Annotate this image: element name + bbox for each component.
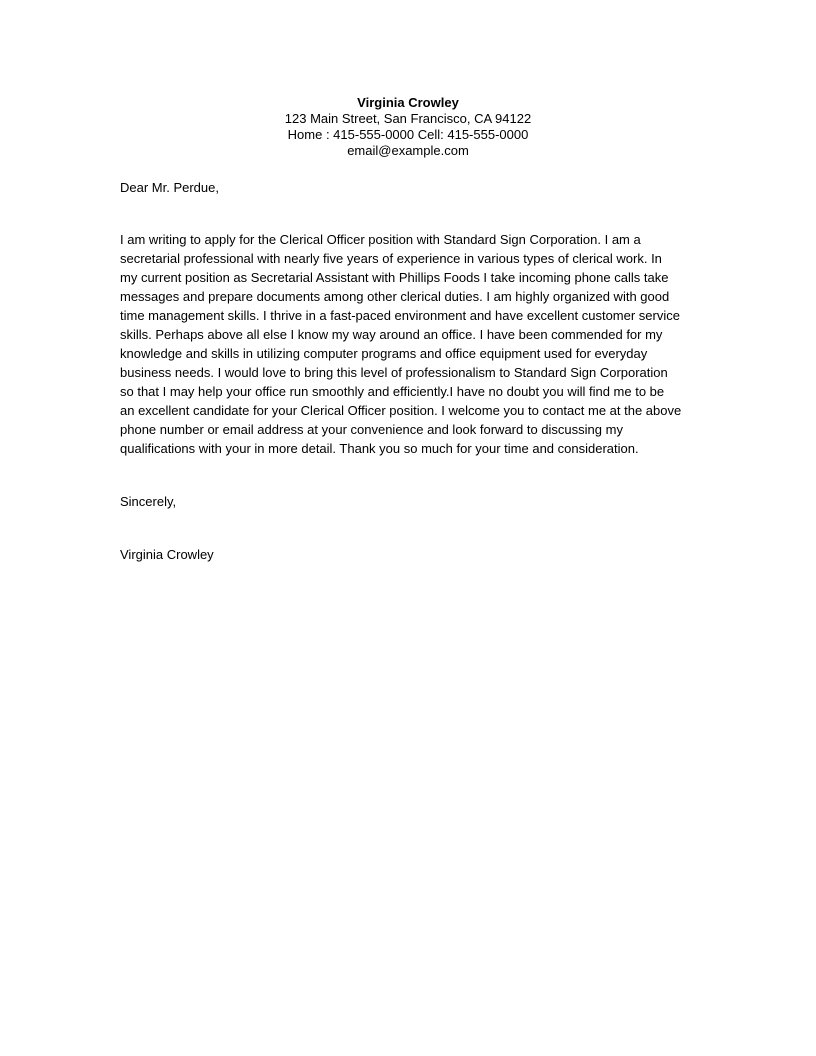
body-line: secretarial professional with nearly five years of experience in various types of clerical work. In [120, 251, 662, 266]
salutation: Dear Mr. Perdue, [120, 180, 219, 195]
body-line: I am writing to apply for the Clerical Officer position with Standard Sign Corporation. I am a [120, 232, 641, 247]
body-line: time management skills. I thrive in a fast-paced environment and have excellent customer service [120, 308, 680, 323]
body-line: skills. Perhaps above all else I know my way around an office. I have been commended for my [120, 327, 663, 342]
body-line: qualifications with your in more detail. Thank you so much for your time and consideration. [120, 441, 639, 456]
signature: Virginia Crowley [120, 547, 214, 562]
body-line: phone number or email address at your convenience and look forward to discussing my [120, 422, 623, 437]
body-line: my current position as Secretarial Assistant with Phillips Foods I take incoming phone calls take [120, 270, 669, 285]
sender-email: email@example.com [347, 143, 469, 158]
sender-name: Virginia Crowley [357, 95, 459, 110]
sender-phones: Home : 415-555-0000 Cell: 415-555-0000 [287, 127, 529, 142]
body-paragraph [120, 230, 690, 458]
sender-address: 123 Main Street, San Francisco, CA 94122 [284, 111, 532, 126]
body-line: messages and prepare documents among other clerical duties. I am highly organized with good [120, 289, 670, 304]
body-line: business needs. I would love to bring this level of professionalism to Standard Sign Corporation [120, 365, 668, 380]
closing: Sincerely, [120, 494, 177, 509]
body-line: knowledge and skills in utilizing computer programs and office equipment used for everyday [120, 346, 648, 361]
body-line: so that I may help your office run smoothly and efficiently.I have no doubt you will find me to be [120, 384, 665, 399]
letter-header [0, 95, 816, 159]
body-line: an excellent candidate for your Clerical Officer position. I welcome you to contact me at the above [120, 403, 682, 418]
